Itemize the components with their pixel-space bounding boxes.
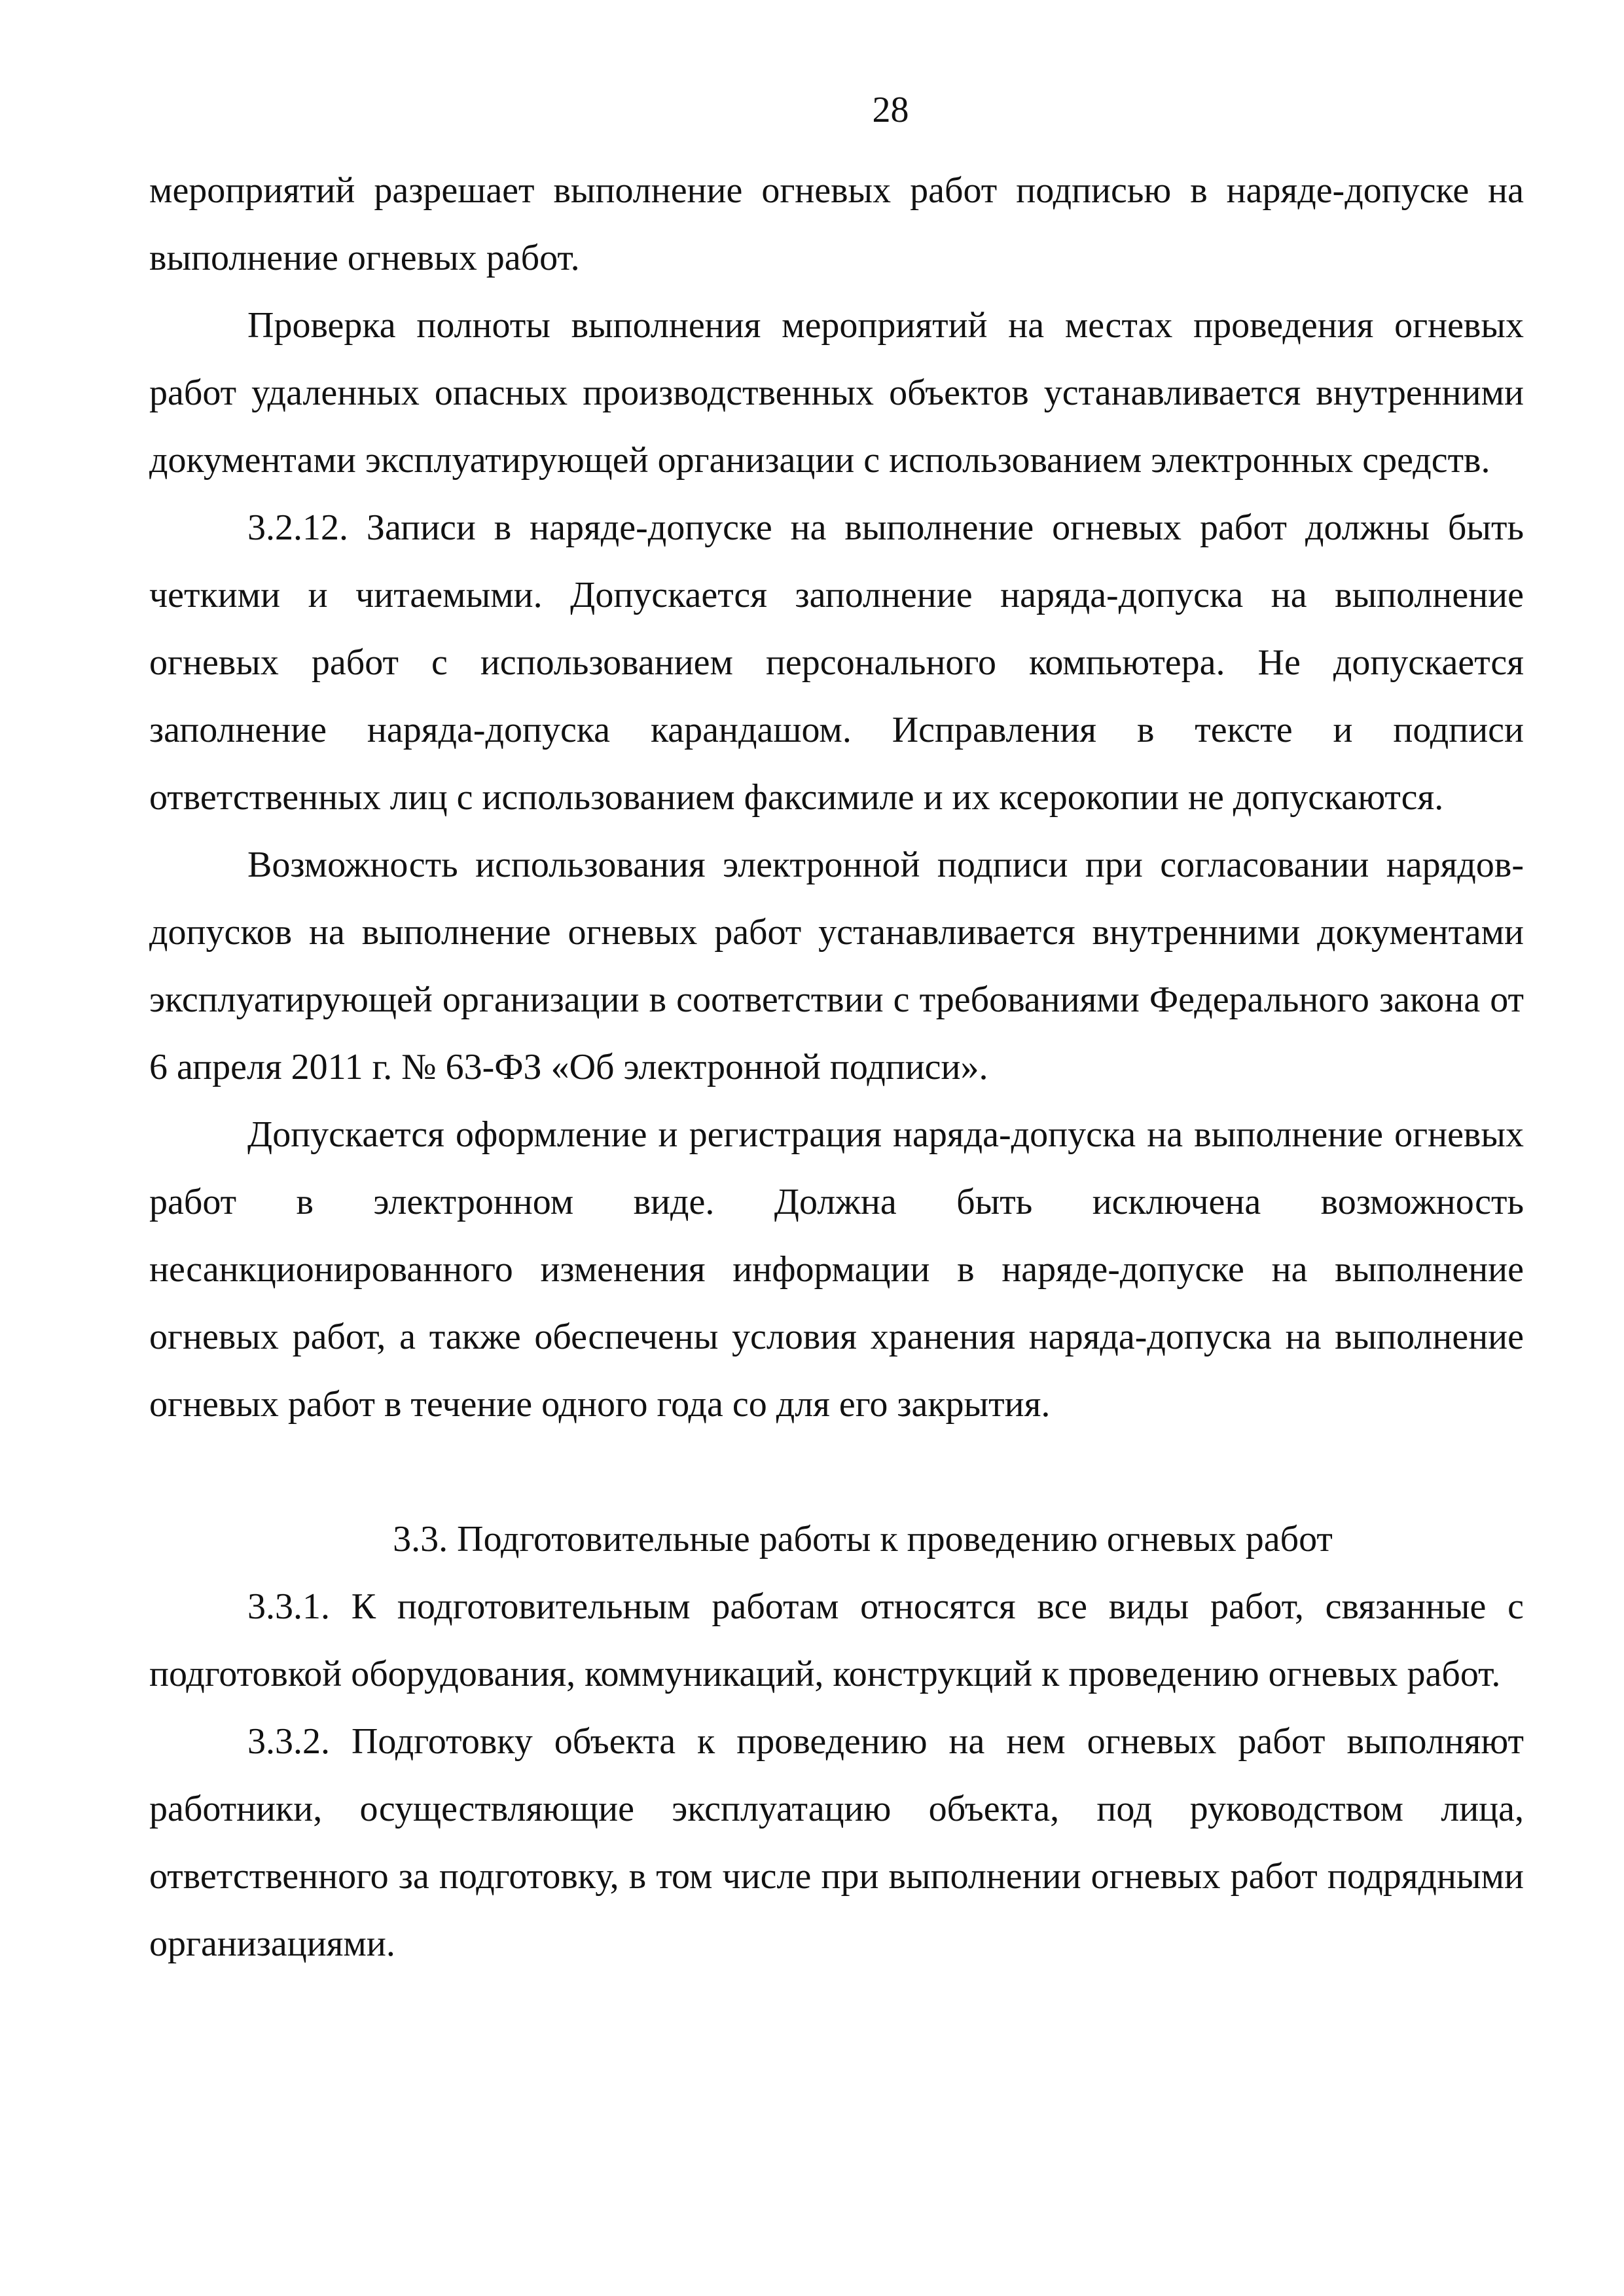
paragraph-verification: Проверка полноты выполнения мероприятий на местах проведения огневых работ удаленных опасных производственных объектов устанавливается внутренними документами эксплуатирующей организации с использованием электронных средств. bbox=[149, 305, 1524, 481]
paragraph-continuation: мероприятий разрешает выполнение огневых работ подписью в наряде-допуске на выполнение огневых работ. bbox=[149, 170, 1524, 278]
page-number: 28 bbox=[872, 90, 909, 130]
paragraph-electronic-registration: Допускается оформление и регистрация наряда-допуска на выполнение огневых работ в электронном виде. Должна быть исключена возможность несанкционированного изменения информации в наряде-допуске на выполнение огневых работ, а также обеспечены условия хранения наряда-допуска на выполнение огневых работ в течение одного года со для его закрытия. bbox=[149, 1114, 1524, 1425]
paragraph-electronic-signature: Возможность использования электронной подписи при согласовании нарядов-допусков на выполнение огневых работ устанавливается внутренними документами эксплуатирующей организации в соответствии с требованиями Федерального закона от 6 апреля 2011 г. № 63-ФЗ «Об электронной подписи». bbox=[149, 845, 1524, 1087]
document-body bbox=[149, 157, 1524, 1978]
paragraph-3-3-2: 3.3.2. Подготовку объекта к проведению на нем огневых работ выполняют работники, осуществляющие эксплуатацию объекта, под руководством лица, ответственного за подготовку, в том числе при выполнении огневых работ подрядными организациями. bbox=[149, 1721, 1524, 1964]
section-heading: 3.3. Подготовительные работы к проведению огневых работ bbox=[393, 1519, 1333, 1559]
paragraph-3-2-12: 3.2.12. Записи в наряде-допуске на выполнение огневых работ должны быть четкими и читаемыми. Допускается заполнение наряда-допуска на выполнение огневых работ с использованием персонального компьютера. Не допускается заполнение наряда-допуска карандашом. Исправления в тексте и подписи ответственных лиц с использованием факсимиле и их ксерокопии не допускаются. bbox=[149, 507, 1524, 818]
paragraph-3-3-1: 3.3.1. К подготовительным работам относятся все виды работ, связанные с подготовкой оборудования, коммуникаций, конструкций к проведению огневых работ. bbox=[149, 1586, 1524, 1694]
section-gap bbox=[149, 1438, 1524, 1506]
